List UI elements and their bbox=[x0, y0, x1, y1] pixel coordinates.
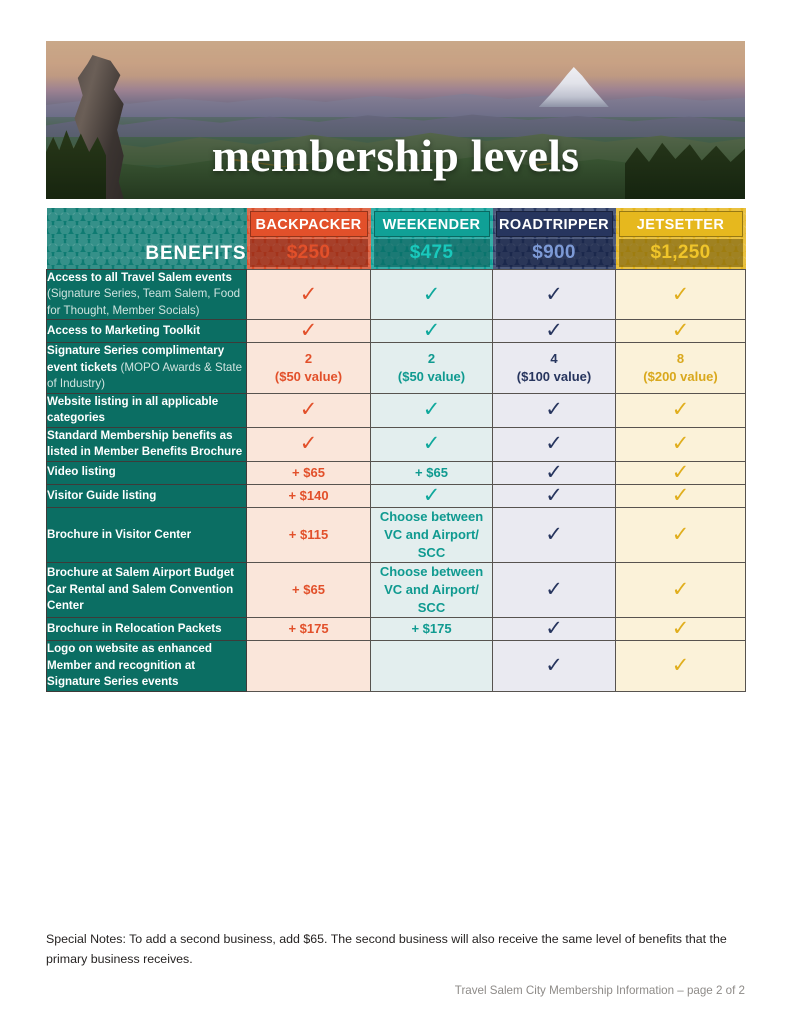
tier-name-weekender: WEEKENDER bbox=[374, 211, 490, 237]
benefit-value-text: 2 ($50 value) bbox=[274, 351, 343, 385]
benefit-label-cell bbox=[47, 641, 247, 691]
benefit-label-cell bbox=[47, 320, 247, 343]
benefit-value-text: + $65 bbox=[292, 582, 325, 598]
checkmark-icon: ✓ bbox=[671, 398, 690, 422]
benefit-label: Visitor Guide listing bbox=[47, 488, 157, 502]
benefit-value-backpacker bbox=[247, 343, 371, 393]
benefit-value-text: + $140 bbox=[288, 487, 329, 503]
benefit-value-jetsetter bbox=[616, 270, 746, 320]
benefit-label-cell bbox=[47, 393, 247, 427]
membership-comparison-table bbox=[46, 208, 746, 692]
checkmark-icon: ✓ bbox=[299, 319, 318, 343]
table-row bbox=[47, 427, 746, 461]
benefit-value-text: Choose between VC and Airport/ SCC bbox=[379, 508, 484, 560]
checkmark-icon: ✓ bbox=[671, 483, 690, 507]
benefit-value-roadtripper bbox=[493, 343, 616, 393]
benefit-label: Brochure in Relocation Packets bbox=[47, 622, 222, 636]
benefit-value-weekender bbox=[371, 343, 493, 393]
checkmark-icon: ✓ bbox=[671, 282, 690, 306]
checkmark-icon: ✓ bbox=[422, 319, 441, 343]
checkmark-icon: ✓ bbox=[545, 483, 563, 507]
table-row bbox=[47, 270, 746, 320]
checkmark-icon: ✓ bbox=[299, 432, 318, 456]
tier-price-roadtripper: $900 bbox=[496, 239, 613, 267]
benefit-label: Access to Marketing Toolkit bbox=[47, 324, 201, 338]
benefit-label-cell bbox=[47, 461, 247, 484]
benefit-value-jetsetter bbox=[616, 618, 746, 641]
checkmark-icon: ✓ bbox=[299, 398, 318, 422]
checkmark-icon: ✓ bbox=[422, 398, 441, 422]
benefit-value-weekender bbox=[371, 393, 493, 427]
benefit-value-weekender bbox=[371, 484, 493, 507]
table-row bbox=[47, 461, 746, 484]
tier-header-roadtripper bbox=[493, 208, 616, 239]
checkmark-icon: ✓ bbox=[671, 460, 690, 484]
benefit-value-weekender bbox=[371, 461, 493, 484]
checkmark-icon: ✓ bbox=[671, 617, 690, 641]
table-header-price-row bbox=[47, 239, 746, 270]
benefit-value-backpacker bbox=[247, 507, 371, 562]
benefit-value-text: + $175 bbox=[411, 621, 452, 637]
tier-price-cell-weekender bbox=[371, 239, 493, 270]
benefit-value-roadtripper bbox=[493, 270, 616, 320]
checkmark-icon: ✓ bbox=[545, 617, 563, 641]
benefit-label-cell bbox=[47, 343, 247, 393]
benefit-value-roadtripper bbox=[493, 393, 616, 427]
page-title: membership levels bbox=[211, 130, 580, 181]
benefit-value-jetsetter bbox=[616, 507, 746, 562]
benefit-value-text: 8 ($200 value) bbox=[643, 351, 718, 385]
checkmark-icon: ✓ bbox=[671, 522, 690, 546]
benefit-value-jetsetter bbox=[616, 320, 746, 343]
checkmark-icon: ✓ bbox=[671, 578, 690, 602]
benefit-value-text: 2 ($50 value) bbox=[397, 351, 466, 385]
benefits-column-header: BENEFITS bbox=[47, 239, 247, 270]
checkmark-icon: ✓ bbox=[545, 460, 563, 484]
tier-name-jetsetter: JETSETTER bbox=[619, 211, 743, 237]
tier-name-roadtripper: ROADTRIPPER bbox=[496, 211, 613, 237]
benefit-label-cell bbox=[47, 563, 247, 618]
benefit-label-cell bbox=[47, 507, 247, 562]
table-row bbox=[47, 563, 746, 618]
benefit-label: Website listing in all applicable categories bbox=[47, 394, 219, 425]
benefit-sublabel: (Signature Series, Team Salem, Food for Thought, Member Socials) bbox=[47, 287, 241, 317]
benefit-value-roadtripper bbox=[493, 641, 616, 691]
benefit-value-backpacker bbox=[247, 618, 371, 641]
benefit-label-cell bbox=[47, 270, 247, 320]
benefit-value-roadtripper bbox=[493, 320, 616, 343]
benefit-value-jetsetter bbox=[616, 563, 746, 618]
benefit-label-cell bbox=[47, 484, 247, 507]
benefit-sublabel: (MOPO Awards & State of Industry) bbox=[47, 360, 243, 391]
table-header-tier-row bbox=[47, 208, 746, 239]
benefit-label: Video listing bbox=[47, 465, 116, 479]
benefit-value-jetsetter bbox=[616, 461, 746, 484]
benefit-value-roadtripper bbox=[493, 427, 616, 461]
table-row bbox=[47, 484, 746, 507]
benefit-label: Logo on website as enhanced Member and recognition at Signature Series events bbox=[47, 642, 212, 689]
checkmark-icon: ✓ bbox=[671, 319, 690, 343]
benefit-value-roadtripper bbox=[493, 618, 616, 641]
benefit-value-backpacker bbox=[247, 393, 371, 427]
benefit-value-empty-weekender bbox=[371, 641, 493, 691]
tier-header-jetsetter bbox=[616, 208, 746, 239]
tier-price-cell-roadtripper bbox=[493, 239, 616, 270]
checkmark-icon: ✓ bbox=[671, 432, 690, 456]
benefit-value-backpacker bbox=[247, 270, 371, 320]
benefit-value-backpacker bbox=[247, 563, 371, 618]
benefit-value-text: + $65 bbox=[292, 464, 325, 480]
tier-price-weekender: $475 bbox=[374, 239, 490, 267]
benefit-value-backpacker bbox=[247, 427, 371, 461]
table-row bbox=[47, 393, 746, 427]
tier-price-cell-jetsetter bbox=[616, 239, 746, 270]
benefit-value-jetsetter bbox=[616, 343, 746, 393]
table-row bbox=[47, 507, 746, 562]
special-notes: Special Notes: To add a second business, add $65. The second business will also receive the same level of benefits that the primary business receives. bbox=[46, 932, 727, 967]
benefit-label: Brochure in Visitor Center bbox=[47, 527, 192, 541]
table-row bbox=[47, 343, 746, 393]
benefit-value-backpacker bbox=[247, 461, 371, 484]
benefit-label: Standard Membership benefits as listed in Member Benefits Brochure bbox=[47, 428, 243, 459]
tier-price-jetsetter: $1,250 bbox=[619, 239, 743, 267]
benefit-label: Signature Series complimentary event tickets bbox=[47, 344, 225, 374]
benefit-value-backpacker bbox=[247, 484, 371, 507]
tier-price-backpacker: $250 bbox=[250, 239, 368, 267]
checkmark-icon: ✓ bbox=[422, 483, 441, 507]
checkmark-icon: ✓ bbox=[545, 653, 563, 677]
checkmark-icon: ✓ bbox=[299, 282, 318, 306]
benefit-value-weekender bbox=[371, 507, 493, 562]
benefit-value-weekender bbox=[371, 270, 493, 320]
checkmark-icon: ✓ bbox=[422, 282, 441, 306]
benefit-value-jetsetter bbox=[616, 427, 746, 461]
benefit-value-backpacker bbox=[247, 320, 371, 343]
benefit-value-text: 4 ($100 value) bbox=[516, 351, 592, 385]
benefit-value-jetsetter bbox=[616, 484, 746, 507]
benefit-value-text: Choose between VC and Airport/ SCC bbox=[379, 564, 484, 616]
benefit-value-weekender bbox=[371, 320, 493, 343]
checkmark-icon: ✓ bbox=[545, 432, 563, 456]
table-body bbox=[47, 270, 746, 692]
checkmark-icon: ✓ bbox=[545, 319, 563, 343]
tier-price-cell-backpacker bbox=[247, 239, 371, 270]
checkmark-icon: ✓ bbox=[671, 653, 690, 677]
table-row bbox=[47, 320, 746, 343]
benefit-value-jetsetter bbox=[616, 393, 746, 427]
table-row bbox=[47, 618, 746, 641]
page-footer: Travel Salem City Membership Information – page 2 of 2 bbox=[454, 984, 745, 997]
tier-header-weekender bbox=[371, 208, 493, 239]
benefit-value-roadtripper bbox=[493, 563, 616, 618]
benefit-value-roadtripper bbox=[493, 484, 616, 507]
benefit-label-cell bbox=[47, 427, 247, 461]
benefit-value-roadtripper bbox=[493, 461, 616, 484]
tier-header-backpacker bbox=[247, 208, 371, 239]
table-row bbox=[47, 641, 746, 691]
benefit-value-weekender bbox=[371, 618, 493, 641]
benefit-label: Brochure at Salem Airport Budget Car Rental and Salem Convention Center bbox=[47, 566, 235, 613]
checkmark-icon: ✓ bbox=[545, 398, 563, 422]
benefit-label: Access to all Travel Salem events bbox=[47, 271, 232, 284]
checkmark-icon: ✓ bbox=[545, 522, 563, 546]
benefit-value-jetsetter bbox=[616, 641, 746, 691]
benefit-value-text: + $65 bbox=[415, 464, 448, 480]
header-spacer-cell bbox=[47, 208, 247, 239]
benefit-value-weekender bbox=[371, 563, 493, 618]
checkmark-icon: ✓ bbox=[545, 282, 563, 306]
hero-banner bbox=[46, 41, 745, 199]
benefit-value-text: + $175 bbox=[288, 621, 329, 637]
benefit-value-weekender bbox=[371, 427, 493, 461]
checkmark-icon: ✓ bbox=[545, 578, 563, 602]
checkmark-icon: ✓ bbox=[422, 432, 441, 456]
benefit-value-empty-backpacker bbox=[247, 641, 371, 691]
tier-name-backpacker: BACKPACKER bbox=[250, 211, 368, 237]
benefit-value-text: + $115 bbox=[288, 526, 329, 542]
benefit-value-roadtripper bbox=[493, 507, 616, 562]
benefit-label-cell bbox=[47, 618, 247, 641]
